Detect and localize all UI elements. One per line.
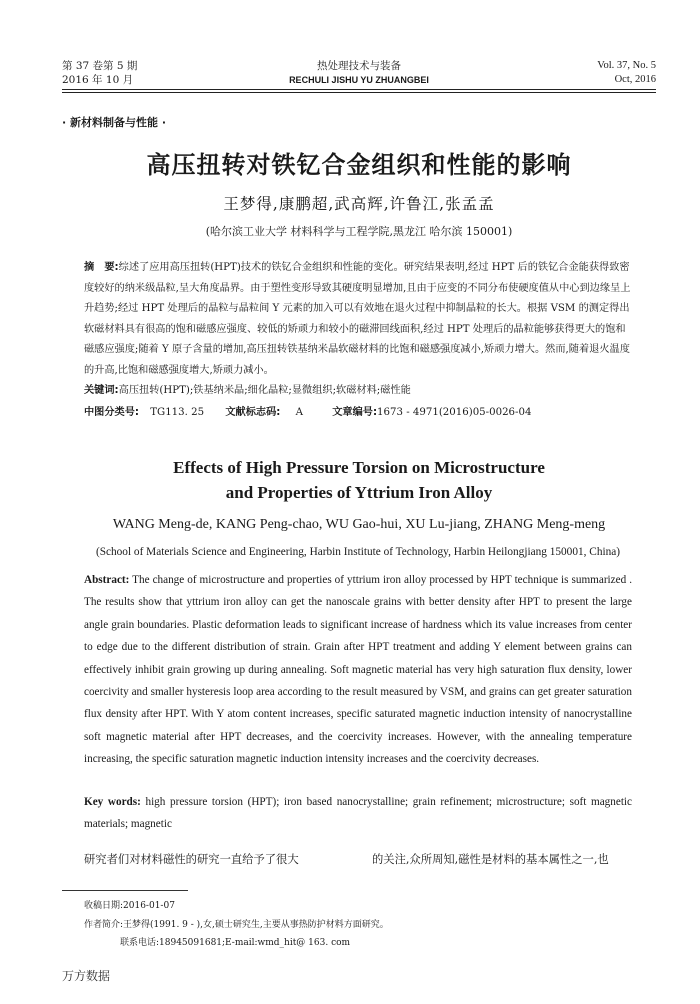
- article-number-label: 文章编号:: [332, 407, 378, 418]
- abstract-cn-label: 摘 要:: [84, 262, 119, 273]
- authors-en: WANG Meng-de, KANG Peng-chao, WU Gao-hui, XU Lu-jiang, ZHANG Meng-meng: [112, 517, 606, 532]
- keywords-cn-text: 高压扭转(HPT);铁基纳米晶;细化晶粒;显微组织;软磁材料;磁性能: [118, 385, 411, 396]
- affiliation-cn: (哈尔滨工业大学 材料科学与工程学院,黑龙江 哈尔滨 150001): [205, 225, 513, 238]
- abstract-en: [84, 569, 632, 771]
- header-journal-en: RECHULI JISHU YU ZHUANGBEI: [289, 75, 429, 85]
- keywords-en-text: high pressure torsion (HPT); iron based nanocrystalline; grain refinement; microstructure; soft magnetic materials; magnetic: [84, 796, 633, 831]
- section-label: · 新材料制备与性能 ·: [62, 116, 167, 129]
- clc-label: 中图分类号:: [84, 407, 140, 418]
- header-date-cn: 2016 年 10 月: [62, 74, 134, 86]
- header-volume-cn: 第 37 卷第 5 期: [62, 60, 138, 72]
- header-date-en: Oct, 2016: [614, 74, 656, 85]
- title-en-line1: Effects of High Pressure Torsion on Microstructure: [173, 458, 545, 477]
- affiliation-en: (School of Materials Science and Engineering, Harbin Institute of Technology, Harbin Heilongjiang 150001, China): [95, 546, 621, 558]
- clc-value: TG113. 25: [150, 407, 205, 418]
- doc-code-value: A: [295, 407, 303, 418]
- keywords-cn: [84, 381, 632, 402]
- footnote-received: 收稿日期:2016-01-07: [84, 901, 175, 911]
- footnote-author-bio: 作者简介:王梦得(1991. 9 - ),女,硕士研究生,主要从事热防护材料方面研究。: [84, 920, 389, 930]
- article-number-value: 1673 - 4971(2016)05-0026-04: [377, 407, 532, 418]
- abstract-en-text: The change of microstructure and properties of yttrium iron alloy processed by HPT technique is summarized . The results show that yttrium iron alloy can get the nanoscale grains with better density after HPT to present the large angle grain boundaries. Plastic deformation leads to significant increase of hardness which its value increases from center to edge due to the different distribution of strain. Grain after HPT treatment and adding Y element between grains can effectively inhibit grain growing up during annealing. Soft magnetic material has very high saturation flux density, lower coercivity and smaller hysteresis loop area according to the result measured by VSM, and grains can get greater saturation flux density after HPT. With Y atom content increases, specific saturated magnetic induction intensity of nanocrystalline soft magnetic material after HPT decreases, and the coercivity increases. However, with the annealing temperature increasing, the specific saturation magnetic induction intensity increases and the coercivity decreases.: [84, 574, 632, 766]
- body-intro-right: 的关注,众所周知,磁性是材料的基本属性之一,也: [372, 853, 609, 866]
- abstract-cn-text: 综述了应用高压扭转(HPT)技术的铁钇合金组织和性能的变化。研究结果表明,经过 HPT 后的铁钇合金能获得致密度较好的纳米级晶粒,呈大角度晶界。由于塑性变形导致其硬度明显增加,且由于应变的不同分布使硬度值从中心到边缘呈上升趋势;经过 HPT 处理后的晶粒与晶粒间 Y 元素的加入可以有效地在退火过程中抑制晶粒的长大。根据 VSM 的测定得出软磁材料具有很高的饱和磁感应强度、较低的矫顽力和较小的磁滞回线面积,经过 HPT 处理后的晶粒能够获得更大的饱和磁感应强度;随着 Y 原子含量的增加,高压扭转铁基纳米晶软磁材料的比饱和磁感强度减小,矫顽力增大。然而,随着退火温度的升高,比饱和磁感强度增大,矫顽力减小。: [84, 262, 631, 376]
- header-rule-top: [62, 89, 656, 90]
- classification-line: [84, 403, 632, 424]
- body-intro-left: 研究者们对材料磁性的研究一直给予了很大: [84, 853, 299, 866]
- authors-cn: 王梦得,康鹏超,武高辉,许鲁江,张孟孟: [223, 195, 495, 213]
- doc-code-label: 文献标志码:: [225, 407, 281, 418]
- keywords-en-label: Key words:: [84, 796, 141, 808]
- header-volume-en: Vol. 37, No. 5: [597, 60, 656, 71]
- title-en-line2: and Properties of Yttrium Iron Alloy: [225, 483, 493, 502]
- header-rule-bottom: [62, 92, 656, 93]
- footnote-contact: 联系电话:18945091681;E-mail:wmd_hit@ 163. com: [120, 938, 351, 948]
- watermark: 万方数据: [62, 969, 111, 983]
- header-journal-cn: 热处理技术与装备: [317, 60, 401, 72]
- keywords-cn-label: 关键词:: [84, 385, 119, 396]
- abstract-cn: [84, 258, 632, 381]
- abstract-en-label: Abstract:: [84, 574, 130, 586]
- title-cn: 高压扭转对铁钇合金组织和性能的影响: [146, 151, 572, 179]
- footnote-rule: [62, 890, 188, 891]
- keywords-en: [84, 791, 632, 836]
